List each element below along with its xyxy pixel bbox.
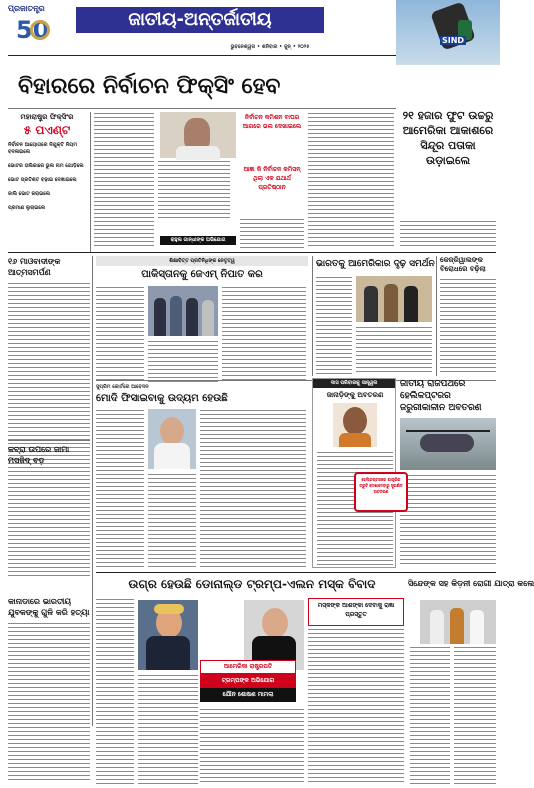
canada-story xyxy=(8,596,90,784)
fixing-subheading: ମହାରାଷ୍ଟ୍ର ଫିକ୍ସିଂର xyxy=(20,113,74,121)
anniversary-number: 50 xyxy=(16,16,50,44)
helicopter-headline: ଜାତୀୟ ରାଜପଥରେ ହେଲିକପ୍ଟରର ଜରୁରୀକାଳୀନ ଅବତରଣ xyxy=(400,379,482,413)
usa-headline: ଭାରତକୁ ଆମେରିକାର ଦୃଢ଼ ସମର୍ଥନ xyxy=(316,259,435,269)
pak-kicker: ଶିକ୍ଷାବିତ୍ତ ପ୍ରତିନିଧିଙ୍କ ନେତୃତ୍ୱ xyxy=(169,258,235,264)
lead-body-col2 xyxy=(158,160,230,220)
usa-story xyxy=(316,256,435,376)
edition-title: ଜାତୀୟ-ଅନ୍ତର୍ଜାତୀୟ xyxy=(128,9,272,30)
skydiver-photo xyxy=(396,0,500,65)
lead-quote2-box xyxy=(240,165,304,215)
kejri-headline: କେଜ୍ରିୱାଲଙ୍କ ବିରୋଧରେ ବଢ଼ିଲା xyxy=(440,256,486,273)
delegation-photo xyxy=(148,286,218,336)
trump-musk-headline: ଉଗ୍ର ହେଉଛି ଡୋନାଲ୍ଡ ଟ୍ରମ୍ପ-ଏଲନ ମସ୍କ ବିବାଦ xyxy=(128,577,376,591)
maoist-headline: ୧୬ ମାଓବାଦୀଙ୍କ ଆତ୍ମସମର୍ପଣ xyxy=(8,257,61,277)
fixing-points-count: ୫ ପଏଣ୍ଟ xyxy=(23,123,71,137)
trump-box1: ଆମେରିକା ରାଷ୍ଟ୍ରପତି xyxy=(223,663,273,670)
pak-body-left xyxy=(96,286,144,382)
trump-body-mid xyxy=(138,674,198,784)
lead-body-col4 xyxy=(308,112,394,248)
musk-caption-box xyxy=(308,598,404,626)
modi-story xyxy=(96,383,308,569)
musk-caption: ମସ୍କଙ୍କ ଆଶଙ୍କା ଦେବାକୁ ରାଜ୍ଞା ପ୍ରସ୍ତୁତ xyxy=(317,602,395,618)
fixing-points-box xyxy=(8,112,86,247)
helicopter-stamp xyxy=(354,472,408,512)
canada-body xyxy=(8,622,90,782)
lead-quote-box xyxy=(240,113,304,161)
shinde-body-left xyxy=(410,646,450,784)
trump-box2: ଟ୍ରମ୍ପଙ୍କ ଅଭିଯୋଗ xyxy=(221,677,275,684)
fixing-bullet: ପ୍ରମାଣ ଲୁଚାଇଲେ xyxy=(8,205,46,211)
shinde-headline: ସିନ୍ଦେଙ୍କ ସହ କିଡ଼ନୀ ରୋଗୀ ଯାତ୍ରା କଲେ xyxy=(408,579,534,588)
musk-body xyxy=(308,628,404,784)
modi-body-mid xyxy=(148,473,196,567)
pak-body-mid xyxy=(148,340,218,382)
usa-body2 xyxy=(356,326,432,374)
helicopter-body xyxy=(400,474,496,566)
usa-body xyxy=(316,276,352,374)
mosque-story xyxy=(8,444,90,578)
anniversary-logo xyxy=(16,17,58,43)
fixing-bullet-list xyxy=(8,142,86,212)
brand-name: ପ୍ରଜାତନ୍ତ୍ର xyxy=(8,4,45,13)
lead-caption-bar xyxy=(160,236,236,245)
mosque-headline: କବ୍ରା ଉପରେ ଜାମା ମସଜିଦ୍ ବଡ଼ xyxy=(8,445,70,465)
flag-story-headline: ୨୧ ହଜାର ଫୁଟ ଉଚ୍ଚରୁ ଆମେରିକା ଆକାଶରେ ସିନ୍ଦୂର ପତାକା ଉଡ଼ାଇଲେ xyxy=(402,109,494,167)
kejri-body xyxy=(440,278,496,374)
pak-headline: ପାକିସ୍ତାନକୁ ଜେଏମ୍ ନିପାତ କର xyxy=(141,269,263,280)
helicopter-stamp-text: ହେଲିକପ୍ଟରରେ ଯାନ୍ତ୍ରିକ ତ୍ରୁଟି ଦେଖାଦେବାରୁ ସୁରକ୍ଷିତ ଅବତରଣ xyxy=(359,477,403,494)
lead-body-col3 xyxy=(240,218,304,248)
modi-photo xyxy=(148,409,196,469)
lead-quote: ନିର୍ବାଚନ କମିଶନ ବାଘର ଆଗରେ ଭଲ ଦେଖାଇଲେ xyxy=(242,114,302,130)
modi-body-left xyxy=(96,409,144,567)
trump-box-top xyxy=(200,660,296,674)
lead-headline: ବିହାରରେ ନିର୍ବାଚନ ଫିକ୍ସିଂ ହେବ xyxy=(18,74,281,99)
helicopter-story xyxy=(400,378,496,568)
das-box-label: ଦାସ ପରିବାରକୁ ସାନ୍ତ୍ୱନା xyxy=(330,380,378,386)
modi-body-right xyxy=(200,409,306,567)
dateline: ଭୁବନେଶ୍ୱର • ଶନିବାର • ଜୁନ୍ • ୨୦୨୫ xyxy=(230,44,310,50)
trump-body-left xyxy=(96,598,134,784)
canada-headline: କାନାଡାରେ ଭାରତୀୟ ଯୁବକଙ୍କୁ ଗୁଳି କରି ହତ୍ୟା xyxy=(8,597,90,617)
lead-caption: ରାହୁଲ ଗାନ୍ଧୀଙ୍କ ଅଭିଯୋଗ xyxy=(170,237,226,243)
helicopter-photo xyxy=(400,418,496,470)
modi-kicker: ସୁପ୍ରିମ କୋର୍ଟରେ ଆବେଦନ xyxy=(96,384,149,390)
fixing-bullet: ଭୋଟର ତାଲିକାରେ ଭୁଲ ନାମ ଯୋଡ଼ିଲେ xyxy=(8,163,84,169)
trump-body-mid2 xyxy=(200,708,304,784)
kejri-story xyxy=(440,256,496,376)
anniversary-ring xyxy=(30,20,50,40)
sign-label: SIND xyxy=(442,36,465,45)
shinde-body-right xyxy=(454,646,496,784)
flag-story-body xyxy=(400,220,496,248)
pak-kicker-bar xyxy=(96,256,308,266)
modi-headline: ମୋଦି ଫିସାଇବାକୁ ଉଦ୍ୟମ ହେଉଛି xyxy=(96,393,228,404)
edition-banner xyxy=(76,7,324,33)
trump-photo xyxy=(138,600,198,670)
fixing-bullet: ନିର୍ବାଚନ ଆୟୋଗରେ ନିଯୁକ୍ତି ନିୟମ ବଦଳାଇଲେ xyxy=(8,142,78,155)
trump-box xyxy=(200,660,296,704)
lead-body-col1 xyxy=(94,112,154,248)
fixing-bullet: ଭୋଟ ପ୍ରତିଶତ ବଢ଼ାଇ ଦେଖାଇଲେ xyxy=(8,177,77,183)
flag-story-box xyxy=(400,108,496,218)
pak-story xyxy=(96,256,308,384)
das-box-headline: ଜାନାଡ଼ିଙ୍କୁ ଅବତରଣ xyxy=(326,391,384,399)
rahul-gandhi-photo xyxy=(160,112,236,158)
das-portrait xyxy=(333,403,377,447)
shinde-photo xyxy=(420,600,496,644)
usa-meeting-photo xyxy=(356,276,432,322)
trump-box-mid xyxy=(200,674,296,688)
lead-quote2: ଆଜ୍ଞା କି ନିର୍ବାଚନ କମିସନ୍ ଥିଲା ଏକ ଯଥାର୍ଥ ପ୍ରତିଷ୍ଠାନ xyxy=(243,166,301,191)
trump-box3: ଯୌନ ଶୋଷଣ ମାମଲା xyxy=(222,691,274,698)
pak-body-right xyxy=(222,286,306,382)
trump-box-bot xyxy=(200,688,296,702)
fixing-bullet: ଜାଲି ଭୋଟ କରାଇଲେ xyxy=(8,191,51,197)
masthead xyxy=(0,0,500,70)
das-box-label-bar xyxy=(313,379,395,388)
